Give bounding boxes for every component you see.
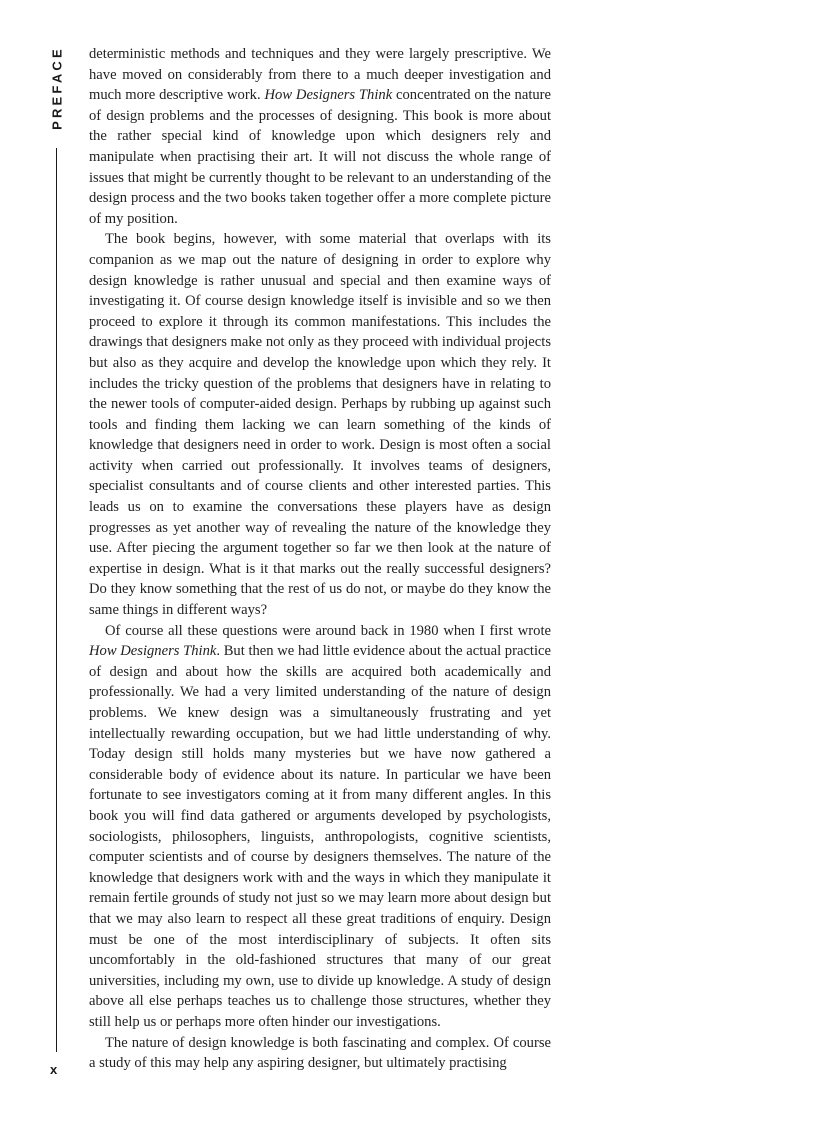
body-text <box>89 44 551 1074</box>
paragraph-3: Of course all these questions were around back in 1980 when I first wrote How Designers Think. But then we had little evidence about the actual practice of design and about how the skills are acquired both academically and professionally. We had a very limited understanding of the nature of design problems. We knew design was a simultaneously frustrating and yet intellectually rewarding occupation, but we had little understanding of why. Today design still holds many mysteries but we have now gathered a considerable body of evidence about its nature. In particular we have been fortunate to see investigators coming at it from many different angles. In this book you will find data gathered or arguments developed by psychologists, sociologists, philosophers, linguists, anthropologists, cognitive scientists, computer scientists and of course by designers themselves. The nature of the knowledge that designers work with and the ways in which they manipulate it remain fertile grounds of study not just so we may learn more about design but that we may also learn to respect all these great traditions of enquiry. Design must be one of the most interdisciplinary of subjects. It often sits uncomfortably in the old-fashioned structures that many of our great universities, including my own, use to divide up knowledge. A study of design above all else perhaps teaches us to challenge those structures, whether they still help us or perhaps more often hinder our investigations. <box>89 622 551 1030</box>
margin-rule <box>56 148 57 1052</box>
book-title: How Designers Think <box>89 643 217 660</box>
running-head-label: PREFACE <box>49 46 65 130</box>
paragraph-2: The book begins, however, with some material that overlaps with its companion as we map out the nature of designing in order to explore why design knowledge is rather unusual and special and then examine ways of investigating it. Of course design knowledge itself is invisible and so we then proceed to explore it through its common manifestations. This includes the drawings that designers make not only as they proceed with individual projects but also as they acquire and develop the knowledge upon which they rely. It includes the tricky question of the problems that designers have in relating to the newer tools of computer-aided design. Perhaps by rubbing up against such tools and finding them lacking we can learn something of the kinds of knowledge that designers need in order to work. Design is most often a social activity when carried out professionally. It involves teams of designers, specialist consultants and of course clients and other interested parties. This leads us on to examine the conversations these players have as design progresses as yet another way of revealing the nature of the knowledge they use. After piecing the argument together so far we then look at the nature of expertise in design. What is it that marks out the really successful designers? Do they know something that the rest of us do not, or maybe do they know the same things in different ways? <box>89 231 551 619</box>
paragraph-4: The nature of design knowledge is both fascinating and complex. Of course a study of this may help any aspiring designer, but ultimately practising <box>89 1034 551 1072</box>
book-title: How Designers Think <box>264 87 393 104</box>
page-number: x <box>50 1062 58 1077</box>
paragraph-1: deterministic methods and techniques and they were largely prescriptive. We have moved on considerably from there to a much deeper investigation and much more descriptive work. How Designers Think concentrated on the nature of design problems and the processes of designing. This book is more about the rather special kind of knowledge upon which designers rely and manipulate when practising their art. It will not discuss the whole range of issues that might be currently thought to be relevant to an understanding of the design process and the two books taken together offer a more complete picture of my position. <box>89 46 552 227</box>
running-head <box>46 38 68 138</box>
